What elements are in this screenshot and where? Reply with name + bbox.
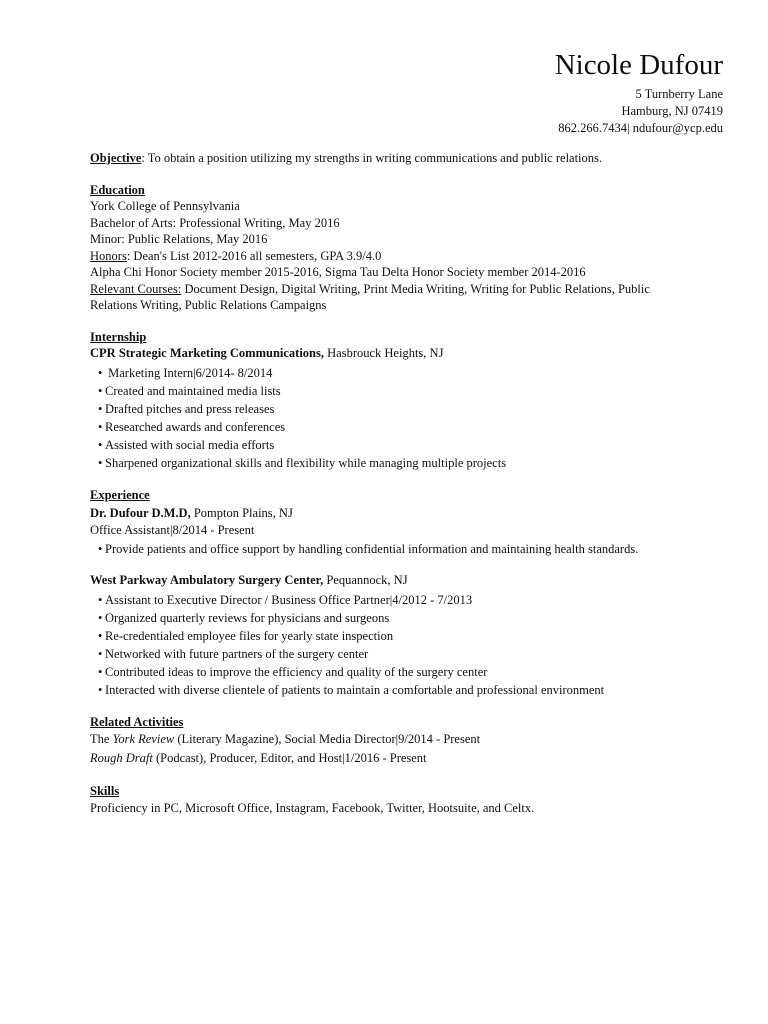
list-item: • Created and maintained media lists bbox=[98, 382, 690, 400]
job-title: Office Assistant|8/2014 - Present bbox=[90, 522, 255, 537]
list-item: • Provide patients and office support by handling confidential information and maintaining health standards. bbox=[98, 540, 690, 558]
list-item: • Assisted with social media efforts bbox=[98, 436, 690, 454]
employer-west-parkway bbox=[90, 572, 690, 589]
employer-location: Pompton Plains, NJ bbox=[190, 506, 293, 520]
internship-employer bbox=[90, 345, 690, 362]
publication-title: York Review bbox=[112, 732, 175, 746]
list-item: • Contributed ideas to improve the efficiency and quality of the surgery center bbox=[98, 663, 690, 681]
activity-prefix: The bbox=[90, 732, 113, 746]
courses-text: Document Design, Digital Writing, Print Media Writing, Writing for Public Relations, Public Relations Writing, Public Relations Campaigns bbox=[90, 281, 650, 312]
education-section bbox=[90, 182, 690, 314]
list-item: • Researched awards and conferences bbox=[98, 418, 690, 436]
dufour-bullets bbox=[90, 540, 690, 558]
honors-text: : Dean's List 2012-2016 all semesters, GPA 3.9/4.0 bbox=[126, 248, 382, 263]
resume-body bbox=[90, 150, 690, 816]
honor-societies: Alpha Chi Honor Society member 2015-2016, Sigma Tau Delta Honor Society member 2014-2016 bbox=[90, 265, 586, 279]
phone-email-line bbox=[555, 120, 723, 137]
education-heading: Education bbox=[90, 182, 145, 197]
applicant-name: Nicole Dufour bbox=[554, 49, 723, 81]
list-item: • Assistant to Executive Director / Business Office Partner|4/2012 - 7/2013 bbox=[98, 591, 690, 609]
skills-text: Proficiency in PC, Microsoft Office, Instagram, Facebook, Twitter, Hootsuite, and Celtx. bbox=[90, 800, 535, 815]
objective-label: Objective bbox=[90, 151, 142, 165]
skills-section bbox=[90, 783, 690, 816]
contact-header bbox=[555, 48, 723, 137]
experience-section bbox=[90, 487, 690, 699]
list-item: • Drafted pitches and press releases bbox=[98, 400, 690, 418]
activities-section bbox=[90, 714, 690, 769]
objective-section bbox=[90, 150, 690, 167]
employer-name: West Parkway Ambulatory Surgery Center, bbox=[90, 573, 324, 587]
activity-rough-draft bbox=[90, 749, 690, 768]
list-item: • Networked with future partners of the surgery center bbox=[98, 645, 690, 663]
internship-heading: Internship bbox=[90, 329, 147, 344]
activity-detail: (Literary Magazine), Social Media Director|9/2014 - Present bbox=[174, 732, 481, 746]
internship-section bbox=[90, 329, 690, 472]
list-item: • Organized quarterly reviews for physicians and surgeons bbox=[98, 609, 690, 627]
west-parkway-bullets bbox=[90, 591, 690, 699]
internship-location: Hasbrouck Heights, NJ bbox=[324, 346, 444, 360]
internship-org: CPR Strategic Marketing Communications, bbox=[90, 346, 324, 360]
activity-york-review bbox=[90, 730, 690, 749]
internship-bullets bbox=[90, 364, 690, 472]
experience-heading: Experience bbox=[90, 487, 150, 502]
list-item: • Marketing Intern|6/2014- 8/2014 bbox=[98, 364, 690, 382]
street-address: 5 Turnberry Lane bbox=[635, 87, 723, 101]
honors-label: Honors bbox=[90, 248, 127, 263]
objective-text: : To obtain a position utilizing my strengths in writing communications and public relations. bbox=[141, 151, 603, 165]
phone-number: 862.266.7434 bbox=[558, 121, 628, 135]
relevant-courses bbox=[90, 281, 690, 314]
list-item: • Interacted with diverse clientele of patients to maintain a comfortable and professional environment bbox=[98, 681, 690, 699]
activity-detail: (Podcast), Producer, Editor, and Host|1/2016 - Present bbox=[152, 751, 427, 765]
minor: Minor: Public Relations, May 2016 bbox=[90, 232, 268, 246]
school-name: York College of Pennsylvania bbox=[90, 199, 240, 213]
degree: Bachelor of Arts: Professional Writing, May 2016 bbox=[90, 215, 340, 230]
publication-title: Rough Draft bbox=[90, 751, 153, 765]
list-item: • Re-credentialed employee files for yearly state inspection bbox=[98, 627, 690, 645]
contact-separator: | bbox=[627, 121, 633, 135]
employer-dufour bbox=[90, 505, 690, 522]
list-item: • Sharpened organizational skills and flexibility while managing multiple projects bbox=[98, 454, 690, 472]
city-state-zip: Hamburg, NJ 07419 bbox=[621, 104, 723, 118]
email-address[interactable]: ndufour@ycp.edu bbox=[632, 121, 723, 135]
employer-location: Pequannock, NJ bbox=[323, 573, 408, 587]
courses-label: Relevant Courses: bbox=[90, 281, 182, 296]
skills-heading: Skills bbox=[90, 784, 120, 798]
activities-heading: Related Activities bbox=[90, 714, 184, 729]
employer-name: Dr. Dufour D.M.D, bbox=[90, 506, 191, 520]
honors-line bbox=[90, 248, 690, 265]
